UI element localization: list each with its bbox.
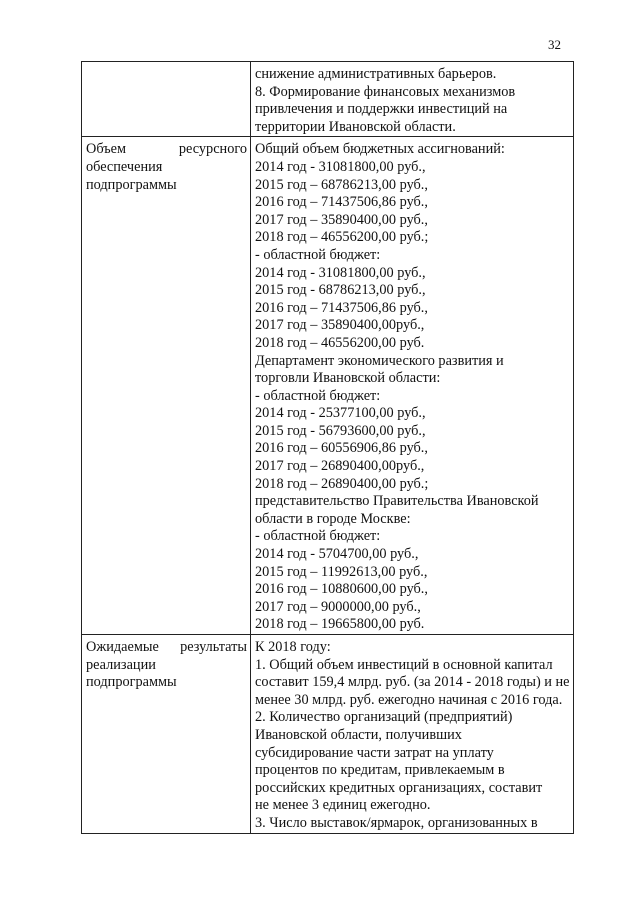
label-cell (82, 635, 251, 834)
label-word: результаты (180, 639, 247, 655)
text-line: 2016 год – 71437506,86 руб., (255, 299, 428, 316)
text-line: 1. Общий объем инвестиций в основной капитал (255, 656, 553, 673)
text-line: 3. Число выставок/ярмарок, организованных в (255, 814, 538, 831)
value-cell (251, 62, 574, 137)
label-first-line (86, 141, 247, 159)
table-row-expected-results (82, 635, 574, 834)
text-line: Общий объем бюджетных ассигнований: (255, 141, 505, 158)
label-cell (82, 62, 251, 137)
text-line: 2016 год – 60556906,86 руб., (255, 440, 428, 457)
text-line: территории Ивановской области. (255, 118, 456, 135)
subprogram-passport-table (81, 61, 574, 834)
text-line: 2014 год - 25377100,00 руб., (255, 405, 426, 422)
text-line: обеспечения (86, 158, 163, 175)
table-row-resource-provision (82, 137, 574, 635)
text-line: 2015 год – 11992613,00 руб., (255, 563, 428, 580)
text-line: 2015 год - 68786213,00 руб., (255, 282, 426, 299)
page-number: 32 (548, 37, 561, 52)
text-line: российских кредитных организациях, составит (255, 779, 543, 796)
text-line: субсидирование части затрат на уплату (255, 744, 494, 761)
text-line: 2016 год – 10880600,00 руб., (255, 581, 428, 598)
text-line: 2018 год – 26890400,00 руб.; (255, 475, 429, 492)
table-row-barriers (82, 62, 574, 137)
value-cell (251, 635, 574, 834)
text-line: Департамент экономического развития и (255, 352, 504, 369)
text-line: 2017 год – 35890400,00 руб., (255, 211, 428, 228)
text-line: 2015 год - 56793600,00 руб., (255, 422, 426, 439)
text-line: 2018 год – 19665800,00 руб. (255, 616, 425, 633)
text-line: К 2018 году: (255, 639, 331, 655)
text-line: процентов по кредитам, привлекаемым в (255, 762, 505, 779)
label-cell (82, 137, 251, 635)
text-line: Ивановской области, получивших (255, 726, 462, 743)
text-line: 2018 год – 46556200,00 руб.; (255, 229, 429, 246)
label-word: Объем (86, 141, 127, 158)
text-line: снижение административных барьеров. (255, 66, 497, 82)
text-line: торговли Ивановской области: (255, 370, 441, 387)
text-line: области в городе Москве: (255, 510, 411, 527)
text-line: - областной бюджет: (255, 528, 381, 545)
text-line: привлечения и поддержки инвестиций на (255, 101, 508, 118)
text-line: реализации (86, 656, 156, 673)
text-line: 2014 год - 31081800,00 руб., (255, 264, 426, 281)
label-word: Ожидаемые (86, 639, 159, 655)
text-line: 2017 год – 26890400,00руб., (255, 458, 425, 475)
text-line: 2018 год – 46556200,00 руб. (255, 334, 425, 351)
text-line: 2014 год - 5704700,00 руб., (255, 546, 419, 563)
text-line: менее 30 млрд. руб. ежегодно начиная с 2016 года. (255, 691, 563, 708)
label-word: ресурсного (178, 141, 247, 158)
text-line: 2017 год – 9000000,00 руб., (255, 598, 421, 615)
text-line: 2014 год - 31081800,00 руб., (255, 158, 426, 175)
text-line: - областной бюджет: (255, 387, 381, 404)
text-line: не менее 3 единиц ежегодно. (255, 797, 431, 814)
text-line: составит 159,4 млрд. руб. (за 2014 - 2018 годы) и не (255, 674, 570, 691)
text-line: представительство Правительства Ивановской (255, 493, 539, 510)
text-line: 2016 год – 71437506,86 руб., (255, 194, 428, 211)
text-line: 2017 год – 35890400,00руб., (255, 317, 425, 334)
text-line: подпрограммы (86, 176, 177, 193)
value-cell (251, 137, 574, 635)
text-line: 2015 год – 68786213,00 руб., (255, 176, 428, 193)
label-first-line (86, 639, 247, 657)
text-line: 8. Формирование финансовых механизмов (255, 83, 516, 100)
text-line: подпрограммы (86, 674, 177, 691)
text-line: - областной бюджет: (255, 246, 381, 263)
text-line: 2. Количество организаций (предприятий) (255, 709, 513, 726)
